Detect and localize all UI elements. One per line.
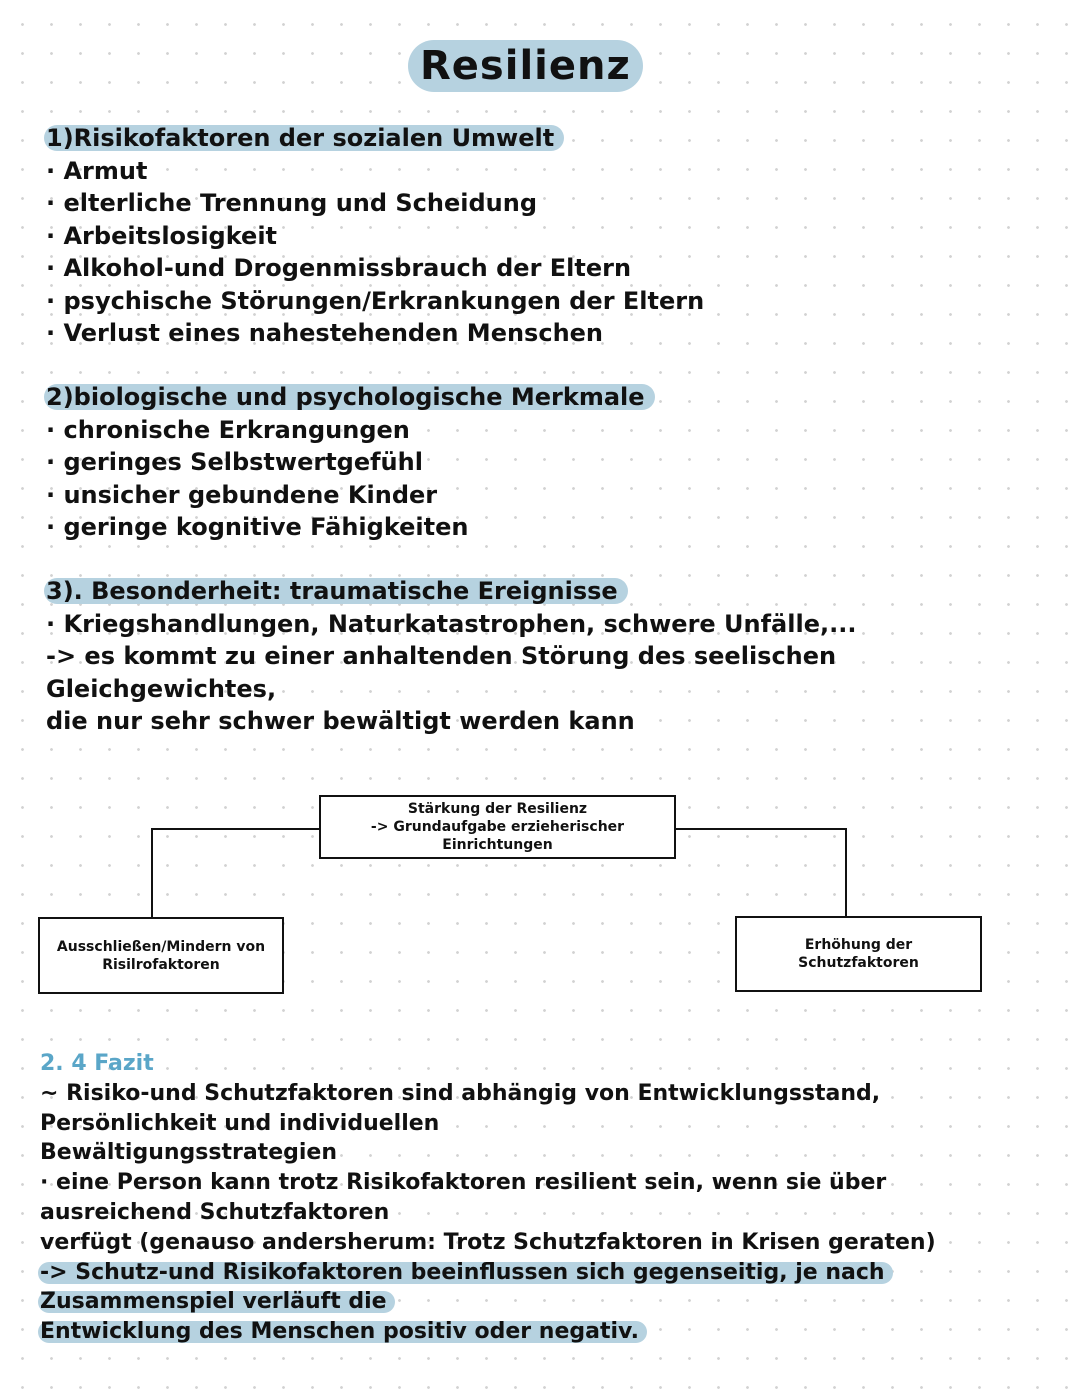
section-heading: 2)biologische und psychologische Merkmale	[44, 384, 655, 410]
text-line: die nur sehr schwer bewältigt werden kann	[46, 707, 635, 735]
text-line: verfügt (genauso andersherum: Trotz Schutzfaktoren in Krisen geraten)	[40, 1229, 936, 1255]
section-social-risk-factors	[46, 122, 704, 350]
connector-line	[673, 828, 847, 830]
connector-line	[151, 828, 153, 920]
connector-line	[151, 828, 321, 830]
highlighted-line: -> Schutz-und Risikofaktoren beeinflussen sich gegenseitig, je nach	[38, 1262, 893, 1284]
box-text: Ausschließen/Mindern von	[56, 938, 266, 955]
box-text: Risilrofaktoren	[102, 956, 220, 973]
section-biological-psychological	[46, 381, 655, 544]
diagram-box-strengthen-resilience	[319, 795, 676, 859]
list-item: · geringe kognitive Fähigkeiten	[46, 513, 469, 541]
connector-line	[845, 828, 847, 918]
text-line: ~ Risiko-und Schutzfaktoren sind abhängig von Entwicklungsstand,	[40, 1080, 881, 1106]
section-fazit	[40, 1049, 936, 1347]
list-item: · Armut	[46, 156, 148, 185]
fazit-heading: 2. 4 Fazit	[40, 1051, 154, 1076]
box-text: Einrichtungen	[442, 837, 553, 853]
diagram-box-reduce-risk-factors	[38, 917, 284, 994]
text-line: -> es kommt zu einer anhaltenden Störung des seelischen	[46, 642, 837, 670]
list-item: · elterliche Trennung und Scheidung	[46, 189, 538, 217]
text-line: ausreichend Schutzfaktoren	[40, 1199, 390, 1225]
list-item: · Verlust eines nahestehenden Menschen	[46, 319, 604, 347]
box-text: Erhöhung der	[804, 937, 913, 953]
list-item: · Alkohol-und Drogenmissbrauch der Eltern	[46, 254, 632, 282]
page-title: Resilienz	[408, 40, 643, 92]
text-line: · eine Person kann trotz Risikofaktoren resilient sein, wenn sie über	[40, 1170, 887, 1196]
text-line: Persönlichkeit und individuellen	[40, 1110, 440, 1136]
diagram-box-increase-protective-factors	[735, 916, 982, 992]
box-text: Schutzfaktoren	[798, 955, 919, 971]
section-heading: 1)Risikofaktoren der sozialen Umwelt	[44, 125, 564, 151]
section-traumatic-events	[46, 575, 856, 738]
list-item: · psychische Störungen/Erkrankungen der Eltern	[46, 286, 705, 315]
box-text: Stärkung der Resilienz	[407, 801, 588, 817]
list-item: · unsicher gebundene Kinder	[46, 480, 438, 509]
list-item: · Arbeitslosigkeit	[46, 221, 278, 250]
text-line: Bewältigungsstrategien	[40, 1140, 337, 1166]
text-line: · Kriegshandlungen, Naturkatastrophen, schwere Unfälle,...	[46, 609, 857, 638]
list-item: · geringes Selbstwertgefühl	[46, 448, 423, 476]
box-text: -> Grundaufgabe erzieherischer	[370, 819, 625, 835]
section-heading: 3). Besonderheit: traumatische Ereignisse	[44, 578, 628, 604]
text-line: Gleichgewichtes,	[46, 674, 277, 703]
highlighted-line: Entwicklung des Menschen positiv oder negativ.	[38, 1321, 647, 1343]
highlighted-line: Zusammenspiel verläuft die	[38, 1291, 395, 1313]
list-item: · chronische Erkrangungen	[46, 415, 410, 444]
